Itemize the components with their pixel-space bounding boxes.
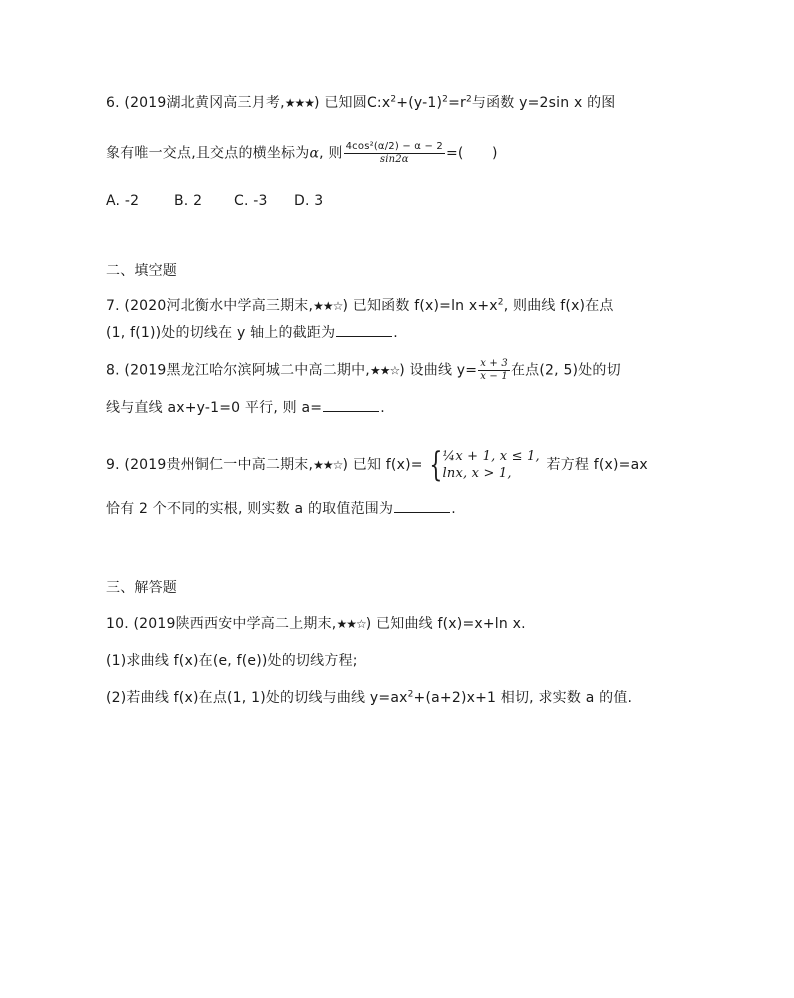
q6-option-b: B. 2	[174, 193, 203, 209]
q6-sup-b: 2	[442, 94, 449, 105]
q10-text-b: (2)若曲线 f(x)在点(1, 1)处的切线与曲线 y=ax	[106, 690, 408, 706]
q6-frac-numerator: 4cos²(α/2) − α − 2	[345, 141, 443, 152]
q7-line1	[106, 296, 614, 316]
q6-source: 6. (2019湖北黄冈高三月考,	[106, 95, 285, 111]
q7-text-b: , 则曲线 f(x)在点	[503, 298, 614, 314]
q8-fraction	[478, 358, 510, 383]
q7-answer-blank[interactable]	[336, 322, 392, 337]
q10-text-c: +(a+2)x+1 相切, 求实数 a 的值.	[413, 690, 633, 706]
q7-text-c: (1, f(1))处的切线在 y 轴上的截距为	[106, 325, 336, 341]
q7-source: 7. (2020河北衡水中学高三期末,	[106, 298, 314, 314]
q8-text-c: 线与直线 ax+y-1=0 平行, 则 a=	[106, 400, 323, 416]
q9-answer-blank[interactable]	[394, 498, 450, 513]
q6-difficulty-stars: ★★★	[284, 96, 315, 110]
q8-text-a: ) 设曲线 y=	[399, 362, 478, 379]
q9-text-c: 恰有 2 个不同的实根, 则实数 a 的取值范围为	[106, 501, 394, 517]
q9-period: .	[451, 501, 456, 517]
q6-text-f: , 则	[319, 145, 343, 162]
q9-source: 9. (2019贵州铜仁一中高二期末,	[106, 457, 314, 473]
q7-sup: 2	[497, 297, 504, 308]
q6-text-d: 与函数 y=2sin x 的图	[471, 95, 616, 111]
q6-option-c: C. -3	[234, 193, 268, 209]
q9-brace: {	[429, 445, 443, 485]
q8-difficulty-stars: ★★☆	[369, 363, 400, 378]
q10-part1: (1)求曲线 f(x)在(e, f(e))处的切线方程;	[106, 653, 358, 669]
q6-line1	[106, 93, 616, 113]
q9-text-b: 若方程 f(x)=ax	[541, 457, 648, 473]
q6-option-d: D. 3	[294, 193, 324, 209]
q10-difficulty-stars: ★★☆	[336, 617, 366, 631]
q9-line1	[106, 445, 648, 485]
q8-source: 8. (2019黑龙江哈尔滨阿城二中高二期中,	[106, 362, 370, 379]
q6-sup-a: 2	[390, 94, 397, 105]
q7-text-a: ) 已知函数 f(x)=ln x+x	[342, 298, 498, 314]
q6-options	[106, 191, 323, 211]
q8-line1	[106, 358, 621, 383]
q6-text-e: 象有唯一交点,且交点的横坐标为	[106, 145, 310, 162]
q8-period: .	[380, 400, 385, 416]
q10-text-a: ) 已知曲线 f(x)=x+ln x.	[365, 616, 526, 632]
section-solve: 三、解答题	[106, 580, 177, 596]
q7-period: .	[393, 325, 398, 341]
q8-frac-denominator: x − 1	[480, 371, 508, 382]
q9-line2	[106, 498, 456, 519]
q7-line2	[106, 322, 398, 343]
q6-text-c: =r	[448, 95, 466, 111]
q9-text-a: ) 已知 f(x)=	[342, 457, 423, 473]
q9-piecewise	[425, 445, 540, 485]
q9-cases	[443, 448, 540, 482]
q6-option-a: A. -2	[106, 193, 140, 209]
q6-alpha: α	[309, 145, 320, 162]
q6-answer-paren: =( )	[445, 145, 498, 162]
q10-line1	[106, 614, 526, 634]
q8-answer-blank[interactable]	[323, 397, 379, 412]
q6-text-b: +(y-1)	[396, 95, 443, 111]
q8-text-b: 在点(2, 5)处的切	[510, 362, 621, 379]
q9-case-2: lnx, x > 1,	[442, 466, 512, 481]
section-fill-in: 二、填空题	[106, 263, 177, 279]
q6-frac-denominator: sin2α	[379, 154, 409, 165]
q7-difficulty-stars: ★★☆	[313, 299, 343, 313]
q6-sup-c: 2	[465, 94, 472, 105]
q8-frac-numerator: x + 3	[480, 358, 508, 369]
q9-case-1: ¼x + 1, x ≤ 1,	[442, 449, 540, 464]
q10-part2	[106, 688, 632, 708]
q8-line2	[106, 397, 385, 418]
q9-difficulty-stars: ★★☆	[313, 458, 343, 472]
q10-source: 10. (2019陕西西安中学高二上期末,	[106, 616, 337, 632]
q6-text-a: ) 已知圆C:x	[314, 95, 391, 111]
q6-line2	[106, 141, 498, 166]
q10-sup: 2	[407, 689, 414, 700]
q6-fraction	[344, 141, 445, 166]
